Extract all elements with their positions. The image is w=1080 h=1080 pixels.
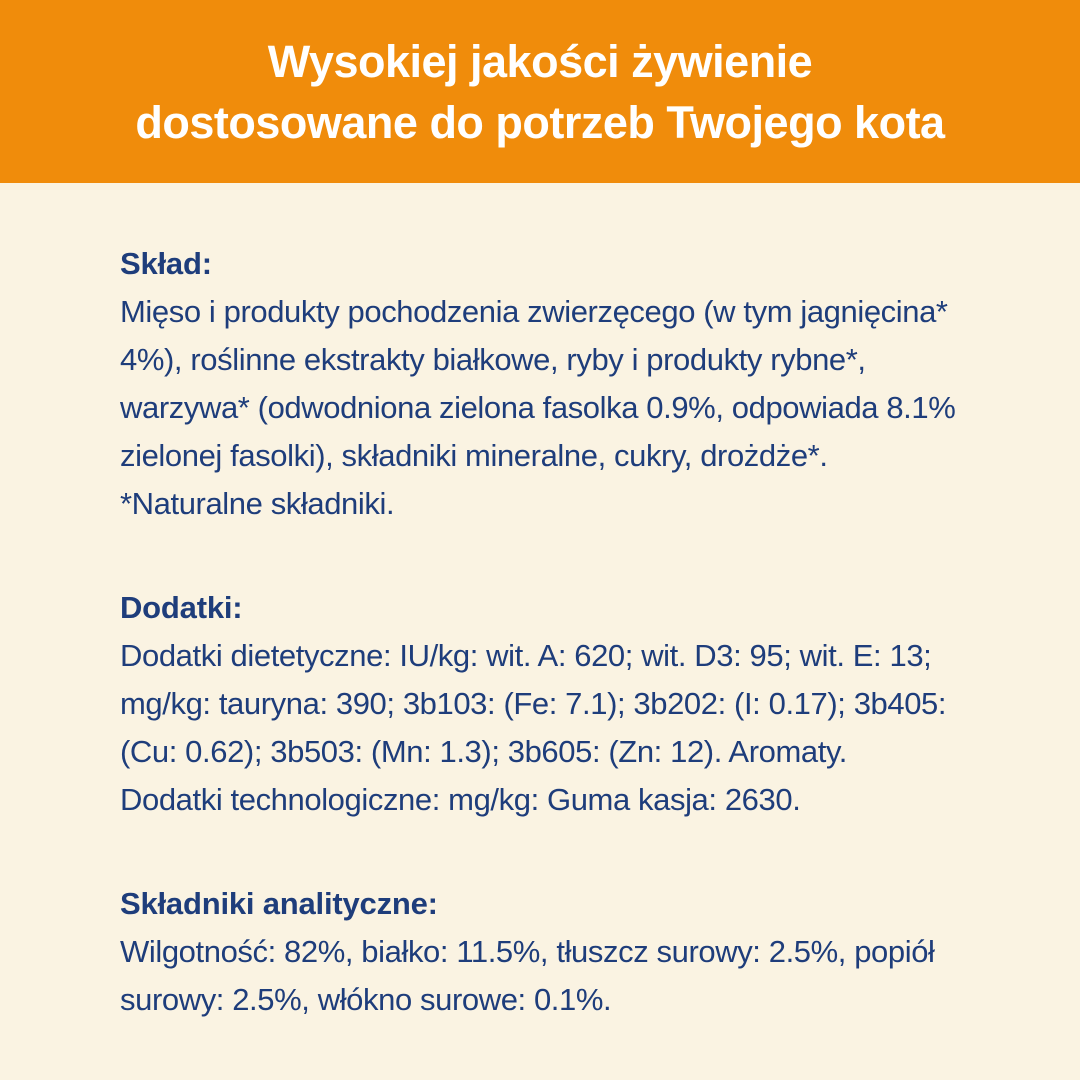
banner-title-line1: Wysokiej jakości żywienie xyxy=(267,35,813,87)
section-dodatki xyxy=(120,584,962,824)
skladniki-analityczne-body: Wilgotność: 82%, białko: 11.5%, tłuszcz surowy: 2.5%, popiół surowy: 2.5%, włókno surowe: 0.1%. xyxy=(120,934,935,1017)
skladniki-analityczne-heading: Składniki analityczne: xyxy=(120,886,438,921)
banner-title-line2: dostosowane do potrzeb Twojego kota xyxy=(135,96,945,148)
sklad-heading: Skład: xyxy=(120,246,212,281)
header-banner xyxy=(0,0,1080,183)
dodatki-body-dietetyczne: Dodatki dietetyczne: IU/kg: wit. A: 620; wit. D3: 95; wit. E: 13; mg/kg: tauryna: 390; 3b103: (Fe: 7.1); 3b202: (I: 0.17); 3b405: (Cu: 0.62); 3b503: (Mn: 1.3); 3b605: (Zn: 12). Aromaty. xyxy=(120,638,947,769)
section-skladniki-analityczne xyxy=(120,880,962,1024)
content-area xyxy=(0,183,1080,1080)
dodatki-heading: Dodatki: xyxy=(120,590,243,625)
dodatki-body-technologiczne: Dodatki technologiczne: mg/kg: Guma kasja: 2630. xyxy=(120,782,801,817)
section-sklad xyxy=(120,240,962,528)
sklad-body: Mięso i produkty pochodzenia zwierzęcego (w tym jagnięcina* 4%), roślinne ekstrakty białkowe, ryby i produkty rybne*, warzywa* (odwodniona zielona fasolka 0.9%, odpowiada 8.1% zielonej fasolki), składniki mineralne, cukry, drożdże*. *Naturalne składniki. xyxy=(120,294,956,521)
